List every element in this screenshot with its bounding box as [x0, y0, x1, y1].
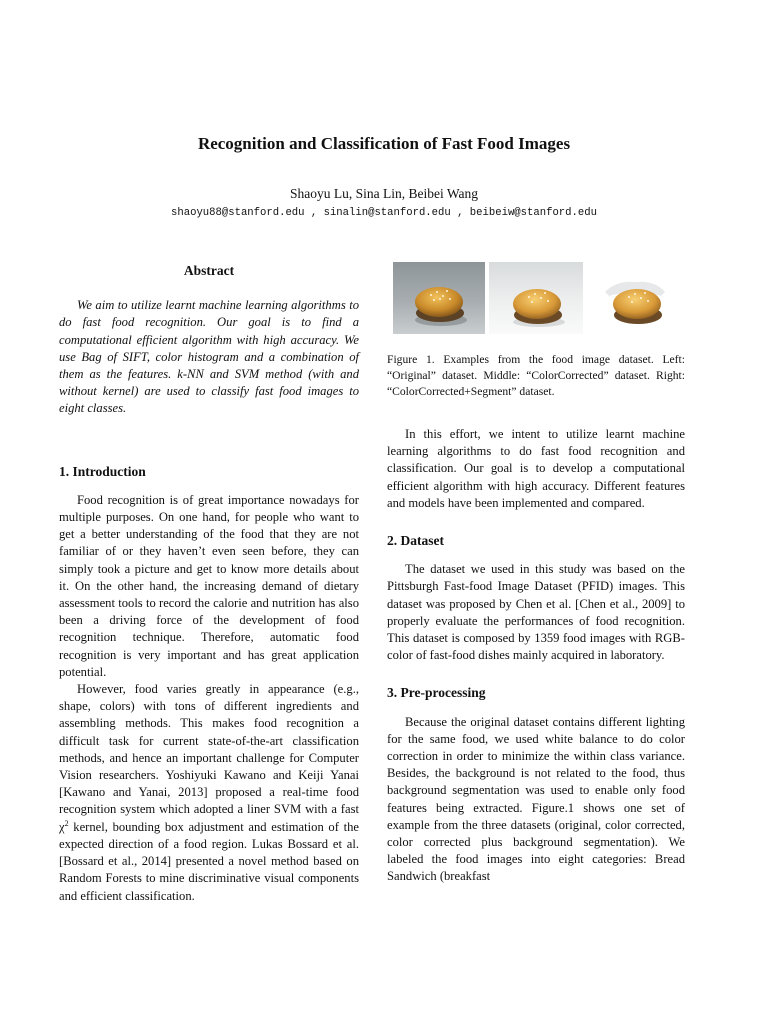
- figure-1: [387, 260, 685, 340]
- figure-1-caption: Figure 1. Examples from the food image dataset. Left: “Original” dataset. Middle: “ColorCorrected” dataset. Right: “ColorCorrected+Segment” dataset.: [387, 353, 685, 398]
- intro-p2-part-b: kernel, bounding box adjustment and estimation of the expected direction of a food region. Lukas Bossard et al. [Bossard et al., 2014] presented a novel method based on Random Forests to mine discriminative visual components and efficient classification.: [59, 819, 359, 903]
- color-corrected-photo: [489, 262, 583, 334]
- dataset-heading: 2. Dataset: [387, 533, 444, 549]
- abstract-heading: Abstract: [183, 263, 235, 278]
- paper-title: Recognition and Classification of Fast Food Images: [197, 134, 571, 153]
- intro-paragraph-2: [59, 681, 359, 905]
- right-intro-paragraph: In this effort, we intent to utilize learnt machine learning algorithms to do fast food recognition and classification. Our goal is to develop a computational efficient algorithm with high accuracy. Different features and models have been implemented and compared.: [387, 427, 685, 510]
- introduction-heading: 1. Introduction: [59, 463, 146, 479]
- paper-authors: Shaoyu Lu, Sina Lin, Beibei Wang: [289, 186, 479, 201]
- right-column: [387, 260, 685, 886]
- preprocessing-heading: 3. Pre-processing: [387, 685, 486, 701]
- chi-squared-exponent: 2: [64, 818, 69, 828]
- segmented-photo: [587, 262, 683, 334]
- dataset-paragraph: The dataset we used in this study was based on the Pittsburgh Fast-food Image Dataset (PFID) images. This dataset was proposed by Chen et al. [Chen et al., 2009] to properly evaluate the performances of food recognition. This dataset is composed by 1359 food images with RGB-color of fast-food dishes mainly acquired in laboratory.: [387, 562, 685, 663]
- original-photo: [393, 262, 485, 334]
- left-column: [59, 262, 359, 905]
- abstract-text: We aim to utilize learnt machine learning algorithms to do fast food recognition. Our goal is to find a computational efficient algorithm with high accuracy. We use Bag of SIFT, color histogram and a combination of them as the features. k-NN and SVM method (with and without kernel) are used to classify fast food images to eight classes.: [59, 298, 359, 416]
- intro-paragraph-1: Food recognition is of great importance nowadays for multiple purposes. On one hand, for people who want to get a better understanding of the food that they are not familiar of or they haven’t even seen before, they can simply took a picture and get to know more details about it. On the other hand, the increasing demand of dietary assessment tools to record the calorie and nutrition has also been a driving force of the development of food recognition technique. Therefore, automatic food recognition is very important and has great application potential.: [59, 492, 359, 679]
- intro-p2-part-a: However, food varies greatly in appearance (e.g., shape, colors) with tons of different ingredients and assembling methods. This makes food recognition a difficult task for current state-of-the-art classification methods, and hence an important challenge for Computer Vision researchers. Yoshiyuki Kawano and Keiji Yanai [Kawano and Yanai, 2013] proposed a real-time food recognition system which adopted a liner SVM with a fast χ: [59, 682, 359, 834]
- preprocessing-paragraph: Because the original dataset contains different lighting for the same food, we used white balance to do color correction in order to minimize the within class variance. Besides, the background is not related to the food, thus background segmentation was used to enable only food features being extracted. Figure.1 shows one set of example from the three datasets (original, color corrected, color corrected plus background segmentation). We labeled the food images into eight categories: Bread Sandwich (breakfast: [387, 714, 685, 884]
- author-emails: shaoyu88@stanford.edu , sinalin@stanford.edu , beibeiw@stanford.edu: [171, 207, 597, 219]
